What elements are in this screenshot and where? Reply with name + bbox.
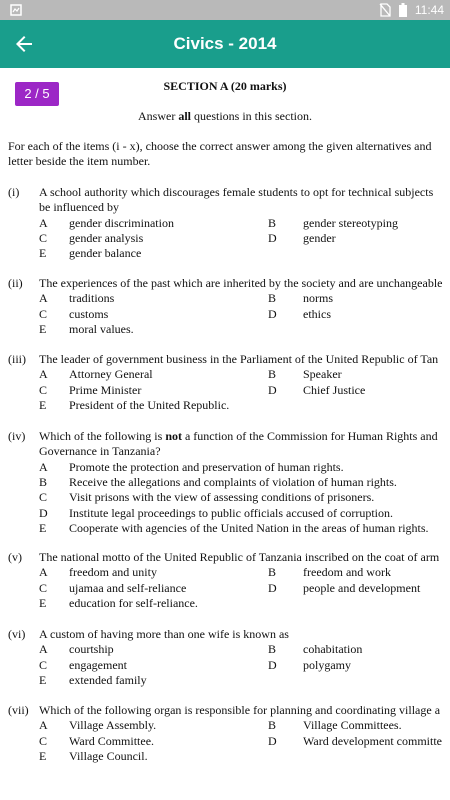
option-text: Receive the allegations and complaints of violation of human rights. bbox=[69, 474, 397, 489]
question-number: (vii) bbox=[8, 703, 29, 717]
question-number: (v) bbox=[8, 550, 22, 564]
question-text-part: Governance in Tanzania? bbox=[39, 444, 161, 459]
option-text: norms bbox=[303, 291, 333, 306]
option-text: gender stereotyping bbox=[303, 215, 398, 230]
option-text: Attorney General bbox=[69, 367, 153, 382]
question-number: (ii) bbox=[8, 276, 23, 290]
question-text: Which of the following organ is responsible for planning and coordinating village a bbox=[39, 703, 441, 717]
option-letter: D bbox=[268, 733, 277, 748]
question-text-part: a function of the Commission for Human Rights and bbox=[181, 429, 438, 443]
exam-content bbox=[0, 70, 450, 800]
option-text: extended family bbox=[69, 672, 147, 687]
question-number: (iv) bbox=[8, 429, 26, 443]
question-text-emphasis: not bbox=[165, 429, 182, 443]
option-letter: B bbox=[268, 565, 277, 580]
option-letter: A bbox=[39, 291, 48, 306]
option-letter: A bbox=[39, 367, 48, 382]
status-time: 11:44 bbox=[414, 3, 444, 17]
option-text: cohabitation bbox=[303, 642, 363, 657]
directions-line-2: letter beside the item number. bbox=[8, 154, 151, 168]
option-text: polygamy bbox=[303, 657, 351, 672]
question-text bbox=[39, 444, 161, 458]
option-letter: D bbox=[268, 230, 277, 245]
option-letter: D bbox=[268, 657, 277, 672]
option-text: Institute legal proceedings to public officials accused of corruption. bbox=[69, 505, 394, 520]
option-text: Chief Justice bbox=[303, 382, 366, 397]
option-letter: B bbox=[268, 642, 277, 657]
question-text: be influenced by bbox=[39, 200, 119, 215]
option-letter: E bbox=[39, 748, 47, 763]
status-bar bbox=[0, 0, 450, 20]
option-text: education for self-reliance. bbox=[69, 595, 198, 610]
option-text: Village Assembly. bbox=[69, 718, 157, 733]
option-letter: C bbox=[39, 230, 48, 245]
question-text: The experiences of the past which are inherited by the society and are unchangeable bbox=[39, 276, 443, 290]
option-letter: A bbox=[39, 459, 48, 474]
option-letter: D bbox=[39, 505, 48, 520]
page-indicator-badge[interactable]: 2 / 5 bbox=[15, 82, 59, 106]
option-letter: A bbox=[39, 642, 48, 657]
question-text: The leader of government business in the Parliament of the United Republic of Tan bbox=[39, 352, 439, 366]
question-text-part: Which of the following is bbox=[39, 429, 166, 443]
question-text: A custom of having more than one wife is known as bbox=[39, 627, 289, 641]
section-instruction: Answer all questions in this section. bbox=[138, 109, 312, 123]
option-text: traditions bbox=[69, 291, 115, 306]
question-text bbox=[39, 429, 438, 443]
option-text: President of the United Republic. bbox=[69, 397, 230, 412]
option-letter: B bbox=[268, 291, 277, 306]
option-letter: E bbox=[39, 595, 47, 610]
option-text: people and development bbox=[303, 580, 421, 595]
option-text: gender balance bbox=[69, 246, 142, 261]
option-letter: E bbox=[39, 672, 47, 687]
option-text: courtship bbox=[69, 642, 114, 657]
question-number: (iii) bbox=[8, 352, 26, 366]
option-text: Village Committees. bbox=[303, 718, 402, 733]
option-text: Promote the protection and preservation of human rights. bbox=[69, 459, 344, 474]
directions-line-1: For each of the items (i - x), choose the correct answer among the given alternatives and bbox=[8, 139, 432, 153]
option-letter: D bbox=[268, 382, 277, 397]
option-text: Speaker bbox=[303, 367, 342, 382]
option-text: ujamaa and self-reliance bbox=[69, 580, 187, 595]
option-text: moral values. bbox=[69, 321, 134, 336]
battery-icon bbox=[399, 3, 407, 17]
option-letter: B bbox=[39, 474, 48, 489]
option-letter: A bbox=[39, 718, 48, 733]
option-letter: E bbox=[39, 246, 47, 261]
option-text: Village Council. bbox=[69, 748, 148, 763]
option-letter: C bbox=[39, 733, 48, 748]
option-text: freedom and unity bbox=[69, 565, 157, 580]
question-text: The national motto of the United Republic of Tanzania inscribed on the coat of arm bbox=[39, 550, 440, 564]
notification-icon bbox=[10, 4, 22, 16]
question-number: (vi) bbox=[8, 627, 26, 641]
section-title: SECTION A (20 marks) bbox=[163, 79, 287, 93]
option-letter: B bbox=[268, 215, 277, 230]
option-letter: C bbox=[39, 306, 48, 321]
question-text: A school authority which discourages female students to opt for technical subjects bbox=[39, 185, 434, 199]
option-text: Ward Committee. bbox=[69, 733, 155, 748]
option-text: freedom and work bbox=[303, 565, 391, 580]
app-bar bbox=[0, 20, 450, 68]
option-letter: D bbox=[268, 580, 277, 595]
option-text: Cooperate with agencies of the United Nation in the areas of human rights. bbox=[69, 520, 429, 535]
option-letter: E bbox=[39, 397, 47, 412]
option-text: gender bbox=[303, 230, 336, 245]
option-letter: B bbox=[268, 718, 277, 733]
option-text: gender discrimination bbox=[69, 215, 174, 230]
option-text: Ward development committe bbox=[303, 733, 442, 748]
app-title: Civics - 2014 bbox=[173, 34, 277, 53]
option-text: Visit prisons with the view of assessing conditions of prisoners. bbox=[69, 490, 375, 505]
option-letter: C bbox=[39, 490, 48, 505]
question-number: (i) bbox=[8, 185, 20, 199]
no-sim-icon bbox=[379, 3, 391, 17]
option-text: ethics bbox=[303, 306, 331, 321]
option-letter: B bbox=[268, 367, 277, 382]
option-letter: A bbox=[39, 565, 48, 580]
option-letter: C bbox=[39, 580, 48, 595]
option-text: customs bbox=[69, 306, 109, 321]
option-letter: D bbox=[268, 306, 277, 321]
option-text: gender analysis bbox=[69, 230, 144, 245]
option-letter: E bbox=[39, 520, 47, 535]
option-letter: C bbox=[39, 657, 48, 672]
option-letter: A bbox=[39, 215, 48, 230]
option-letter: C bbox=[39, 382, 48, 397]
option-text: engagement bbox=[69, 657, 127, 672]
option-text: Prime Minister bbox=[69, 382, 142, 397]
option-letter: E bbox=[39, 321, 47, 336]
